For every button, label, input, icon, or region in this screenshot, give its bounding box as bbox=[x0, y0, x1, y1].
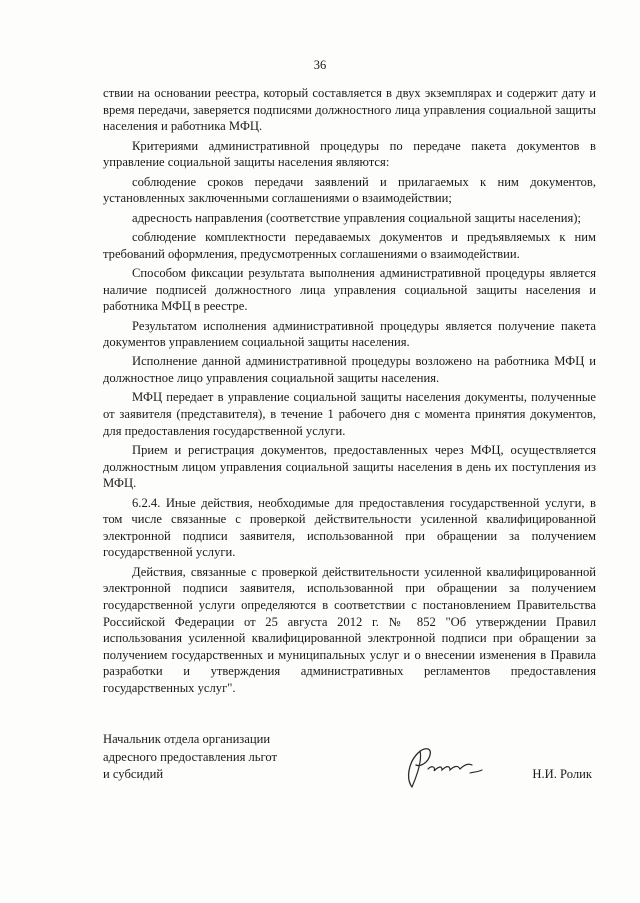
paragraph: соблюдение сроков передачи заявлений и прилагаемых к ним документов, установленных заключенными соглашениями о взаимодействии; bbox=[103, 174, 596, 206]
handwritten-signature bbox=[398, 743, 488, 791]
paragraph: Критериями административной процедуры по передаче пакета документов в управление социальной защиты населения являются: bbox=[103, 138, 596, 170]
page-number: 36 bbox=[313, 58, 327, 72]
paragraph: Способом фиксации результата выполнения административной процедуры является наличие подписей должностного лица управления социальной защиты населения и работника МФЦ в реестре. bbox=[103, 265, 596, 314]
paragraph: Действия, связанные с проверкой действительности усиленной квалифицированной электронной подписи заявителя, использованной при обращении за получением государственной услуги определяются в соответствии с постановлением Правительства Российской Федерации от 25 августа 2012 г. № 852 "Об утверждении Правил использования усиленной квалифицированной электронной подписи при обращении за получением государственных и муниципальных услуг и о внесении изменения в Правила разработки и утверждения административных регламентов предоставления государственных услуг". bbox=[103, 564, 596, 695]
position-line: Начальник отдела организации bbox=[103, 732, 271, 746]
paragraph: Исполнение данной административной процедуры возложено на работника МФЦ и должностное лицо управления социальной защиты населения. bbox=[103, 354, 596, 386]
paragraph: Результатом исполнения административной процедуры является получение пакета документов управлением социальной защиты населения. bbox=[103, 318, 596, 350]
paragraph: ствии на основании реестра, который составляется в двух экземплярах и содержит дату и время передачи, заверяется подписями должностного лица управления социальной защиты населения и работника МФЦ. bbox=[103, 86, 596, 134]
paragraph: Прием и регистрация документов, предоставленных через МФЦ, осуществляется должностным лицом управления социальной защиты населения в день их поступления из МФЦ. bbox=[103, 443, 596, 491]
position-line: адресного предоставления льгот bbox=[103, 749, 278, 764]
signatory-position bbox=[103, 731, 343, 784]
paragraph: 6.2.4. Иные действия, необходимые для предоставления государственной услуги, в том числе связанные с проверкой действительности усиленной квалифицированной электронной подписи заявителя, использованной при обращении за получением государственной услуги. bbox=[103, 495, 596, 560]
signature-block bbox=[103, 731, 596, 791]
paragraph: соблюдение комплектности передаваемых документов и предъявляемых к ним требований оформления, предусмотренных соглашениями о взаимодействии. bbox=[103, 229, 596, 261]
document-body bbox=[103, 85, 596, 699]
paragraph: адресность направления (соответствие управления социальной защиты населения); bbox=[132, 210, 581, 225]
position-line: и субсидий bbox=[103, 767, 164, 781]
signatory-name: Н.И. Ролик bbox=[532, 767, 592, 781]
paragraph: МФЦ передает в управление социальной защиты населения документы, полученные от заявителя (представителя), в течение 1 рабочего дня с момента принятия документов, для предоставления государственной услуги. bbox=[103, 390, 596, 438]
